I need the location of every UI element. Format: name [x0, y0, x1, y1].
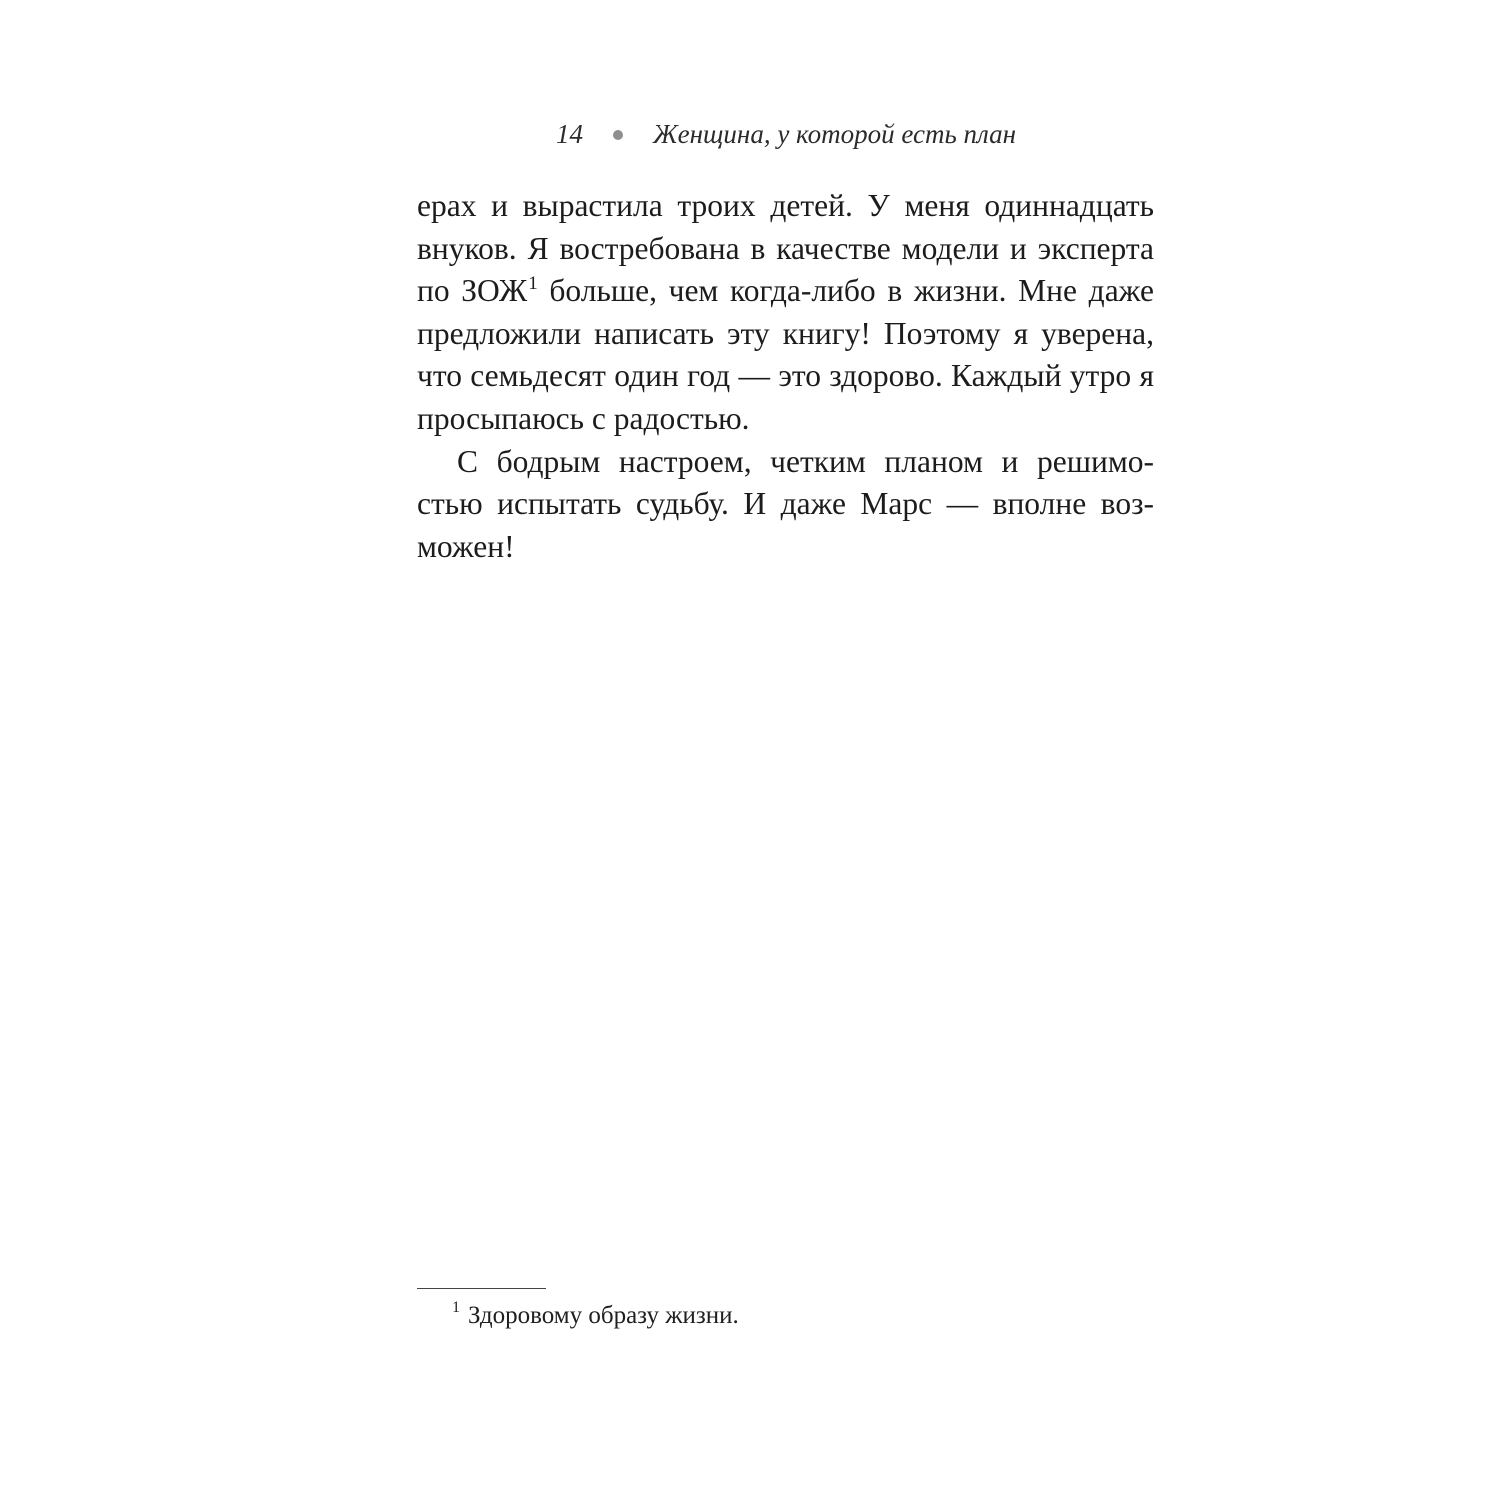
- footnote: [452, 1300, 739, 1332]
- text-line: стью испытать судьбу. И даже Марс — вполне воз-: [417, 486, 1154, 522]
- footnote-text: Здоровому образу жизни.: [468, 1302, 739, 1329]
- footnote-reference: 1: [528, 273, 538, 295]
- text-line: можен!: [417, 528, 515, 564]
- text-line: по ЗОЖ: [417, 273, 528, 309]
- text-line: что семьдесят один год — это здорово. Каждый утро: [417, 358, 1132, 394]
- paragraph: [417, 441, 1154, 569]
- text-line: больше, чем когда-либо в жизни. Мне даже: [537, 273, 1154, 309]
- bullet-separator-icon: [613, 130, 623, 140]
- paragraph: [417, 185, 1154, 441]
- text-line: внуков. Я востребована в качестве модели и эксперта: [417, 230, 1154, 266]
- running-header: [0, 116, 1500, 152]
- running-title: Женщина, у которой есть план: [652, 119, 1017, 149]
- main-text: [417, 185, 1154, 568]
- text-line: ерах и вырастила троих детей. У меня одиннадцать: [417, 188, 1154, 223]
- page-number: 14: [555, 119, 583, 149]
- footnote-divider: [417, 1288, 546, 1289]
- footnote-marker: 1: [452, 1299, 460, 1316]
- text-line: я просыпаюсь с радостью.: [417, 358, 1154, 436]
- text-line: С бодрым настроем, четким планом и решимо-: [457, 443, 1154, 479]
- text-line: предложили написать эту книгу! Поэтому я уверена,: [417, 315, 1154, 351]
